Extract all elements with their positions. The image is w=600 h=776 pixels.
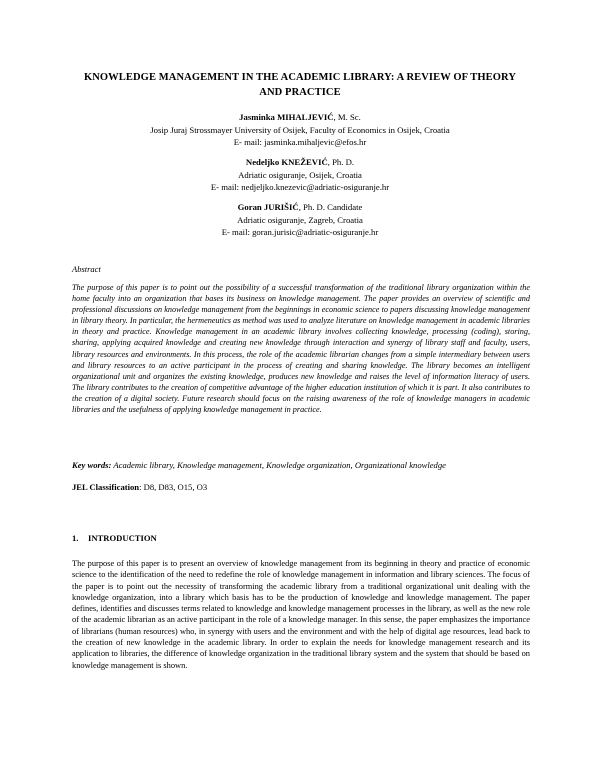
abstract-text: The purpose of this paper is to point out the possibility of a successful transformation of the traditional library organization within the home faculty into an organization that bases its business on knowledge management. The paper provides an overview of scientific and professional discussions on knowledge management from the beginnings in economic science to papers discussing knowledge management in library theory. In particular, the hermeneutics as method was used to analyze literature on knowledge management in academic libraries in theory and practice. Knowledge management in an academic library involves collecting knowledge, processing (coding), storing, sharing, applying acquired knowledge and creating new knowledge through interaction and synergy of library staff and faculty, users, library resources and environments. In this process, the role of the academic librarian changes from a simple intermediary between users and library resources to an active participant in the process of creating and sharing knowledge. The library becomes an intelligent organizational unit and organizes the existing knowledge, produces new knowledge and raises the level of information literacy of users. The library contributes to the creation of competitive advantage of the higher education institution of which it is part. It also contributes to the creation of a digital society. Future research should focus on the raising awareness of the role of knowledge managers in academic libraries and the usefulness of applying knowledge management in practice.	[72, 283, 530, 415]
author-name-line	[70, 156, 530, 169]
author-email: E- mail: jasminka.mihaljevic@efos.hr	[233, 137, 367, 147]
author-affiliation: Josip Juraj Strossmayer University of Osijek, Faculty of Economics in Osijek, Croatia	[150, 124, 450, 135]
author-email: E- mail: goran.jurisic@adriatic-osiguranje.hr	[221, 227, 379, 237]
jel-label: JEL Classification	[72, 482, 140, 492]
author-degree: , Ph. D. Candidate	[298, 202, 363, 212]
author-affiliation: Adriatic osiguranje, Zagreb, Croatia	[237, 214, 363, 225]
section-title: INTRODUCTION	[88, 533, 157, 543]
author-name-line	[70, 111, 530, 124]
author-name: Nedeljko KNEŽEVIĆ	[245, 157, 328, 167]
author-block-2	[70, 156, 530, 194]
jel-value: : D8, D83, O15, O3	[139, 482, 208, 492]
section-number: 1.	[72, 533, 79, 543]
author-email: E- mail: nedjeljko.knezevic@adriatic-osiguranje.hr	[210, 182, 390, 192]
jel-classification	[72, 482, 207, 492]
author-degree: , Ph. D.	[327, 157, 355, 167]
author-degree: , M. Sc.	[333, 112, 361, 122]
author-affiliation: Adriatic osiguranje, Osijek, Croatia	[238, 169, 362, 180]
keywords	[72, 459, 530, 471]
section-heading	[72, 533, 157, 543]
author-name: Goran JURIŠIĆ	[237, 202, 299, 212]
paper-title: KNOWLEDGE MANAGEMENT IN THE ACADEMIC LIBRARY: A REVIEW OF THEORY AND PRACTICE	[83, 72, 517, 98]
author-name: Jasminka MIHALJEVIĆ	[239, 112, 334, 122]
author-block-3	[70, 201, 530, 239]
introduction-text: The purpose of this paper is to present an overview of knowledge management from its beginning in theory and practice of economic science to the identification of the need to redefine the role of knowledge management in information and library sciences. The focus of the paper is to point out the necessity of transforming the academic library from a traditional organizational unit dealing with the knowledge organization, into a library which basis has to be the production of knowledge and knowledge management. The paper defines, identifies and discusses terms related to knowledge and knowledge management processes in the library, as well as the new role of the academic librarian as an active participant in the role of a knowledge manager. In this sense, the paper emphasizes the importance of librarians (human resources) who, in synergy with users and the environment and with the help of digital age resources, lead back to the creation of new knowledge in the academic library. In order to explain the needs for knowledge management research and its application to libraries, the difference of knowledge organization in the traditional library system and the system that should be based on knowledge management is shown.	[72, 559, 530, 670]
keywords-label: Key words:	[72, 460, 112, 470]
author-name-line	[70, 201, 530, 214]
abstract-label: Abstract	[72, 264, 101, 274]
author-block-1	[70, 111, 530, 149]
keywords-value: Academic library, Knowledge management, Knowledge organization, Organizational knowledge	[111, 460, 446, 470]
